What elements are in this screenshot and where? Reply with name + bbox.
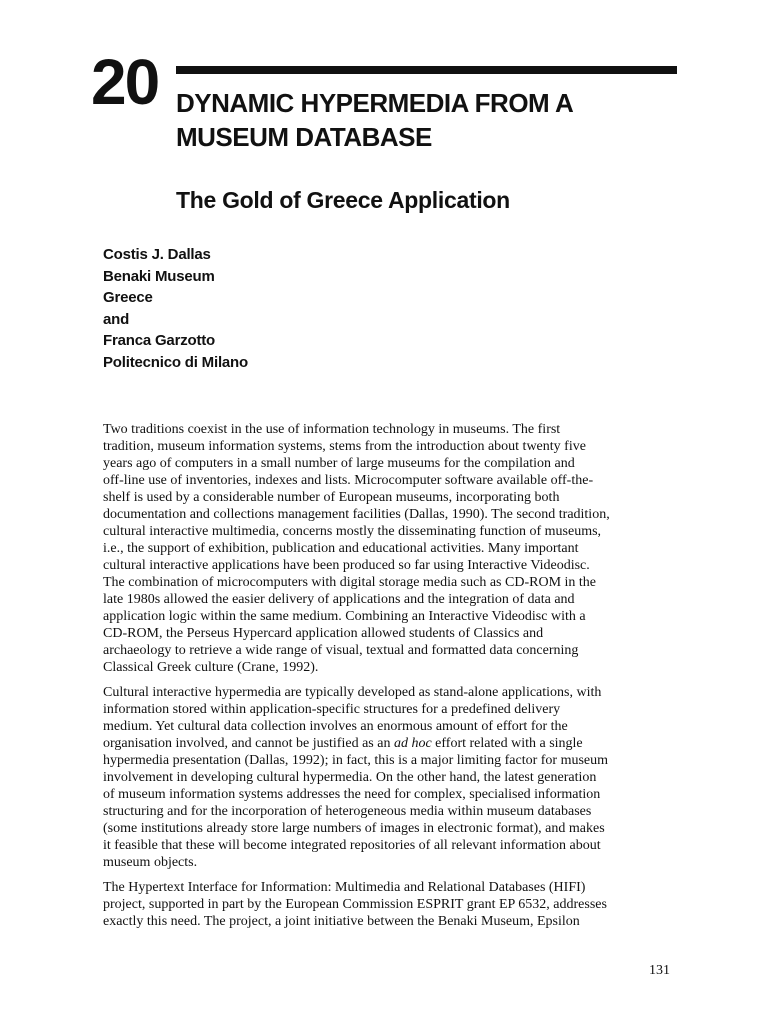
text-line: museum objects.	[103, 855, 198, 870]
text-line: (some institutions already store large numbers of images in electronic format), and makes	[103, 821, 605, 836]
text-line: involvement in developing cultural hypermedia. On the other hand, the latest generation	[103, 770, 597, 785]
text-line: The combination of microcomputers with digital storage media such as CD-ROM in the	[103, 575, 597, 590]
paragraph	[103, 879, 683, 930]
text-line: tradition, museum information systems, stems from the introduction about twenty five	[103, 439, 586, 454]
paragraph	[103, 421, 683, 676]
text-line: archaeology to retrieve a wide range of visual, textual and formatted data concerning	[103, 643, 579, 658]
text-line: shelf is used by a considerable number of European museums, incorporating both	[103, 490, 560, 505]
text-line: CD-ROM, the Perseus Hypercard application allowed students of Classics and	[103, 626, 544, 641]
emphasis: ad hoc	[393, 736, 432, 751]
text-line: Classical Greek culture (Crane, 1992).	[103, 660, 319, 675]
text-line: Two traditions coexist in the use of information technology in museums. The first	[103, 422, 561, 437]
chapter-title	[176, 86, 573, 154]
chapter-title-line: DYNAMIC HYPERMEDIA FROM A	[176, 88, 574, 118]
body-text	[103, 421, 683, 938]
text-line: structuring and for the incorporation of heterogeneous media within museum databases	[103, 804, 592, 819]
text-line: of museum information systems addresses the need for complex, specialised information	[103, 787, 601, 802]
chapter-subtitle: The Gold of Greece Application	[176, 187, 510, 213]
author-line: Benaki Museum	[103, 267, 215, 285]
text-line: information stored within application-specific structures for a predefined delivery	[103, 702, 561, 717]
author-line: Costis J. Dallas	[103, 246, 211, 263]
text-line: cultural interactive multimedia, concerns mostly the disseminating function of museums,	[103, 524, 602, 539]
author-list	[103, 244, 248, 373]
author-line: Greece	[103, 289, 153, 306]
author-line: and	[103, 310, 130, 328]
text-line: documentation and collections management facilities (Dallas, 1990). The second tradition,	[103, 507, 610, 522]
text-line: cultural interactive applications have been produced so far using Interactive Videodisc.	[103, 558, 590, 573]
author-line: Politecnico di Milano	[103, 353, 248, 371]
text-line: The Hypertext Interface for Information: Multimedia and Relational Databases (HIFI)	[103, 880, 586, 895]
chapter-number: 20	[91, 46, 159, 118]
text-line: off-line use of inventories, indexes and lists. Microcomputer software available off-the-	[103, 473, 594, 488]
text-line: i.e., the support of exhibition, publication and educational activities. Many important	[103, 541, 579, 556]
text-line: organisation involved, and cannot be justified as an ad hoc effort related with a single	[103, 736, 583, 751]
text-line: it feasible that these will become integrated repositories of all relevant information about	[103, 838, 601, 853]
chapter-rule	[176, 66, 677, 74]
text-line: project, supported in part by the European Commission ESPRIT grant EP 6532, addresses	[103, 897, 607, 912]
text-line: medium. Yet cultural data collection involves an enormous amount of effort for the	[103, 719, 568, 734]
text-line: years ago of computers in a small number of large museums for the compilation and	[103, 456, 575, 471]
text-line: hypermedia presentation (Dallas, 1992); in fact, this is a major limiting factor for museum	[103, 753, 609, 768]
text-line: Cultural interactive hypermedia are typically developed as stand-alone applications, with	[103, 685, 602, 700]
text-line: late 1980s allowed the easier delivery of applications and the integration of data and	[103, 592, 575, 607]
page-number: 131	[649, 963, 670, 978]
text-line: exactly this need. The project, a joint initiative between the Benaki Museum, Epsilon	[103, 914, 580, 929]
text-line: application logic within the same medium. Combining an Interactive Videodisc with a	[103, 609, 586, 624]
chapter-title-line: MUSEUM DATABASE	[176, 122, 432, 152]
paragraph	[103, 684, 683, 871]
author-line: Franca Garzotto	[103, 332, 216, 349]
